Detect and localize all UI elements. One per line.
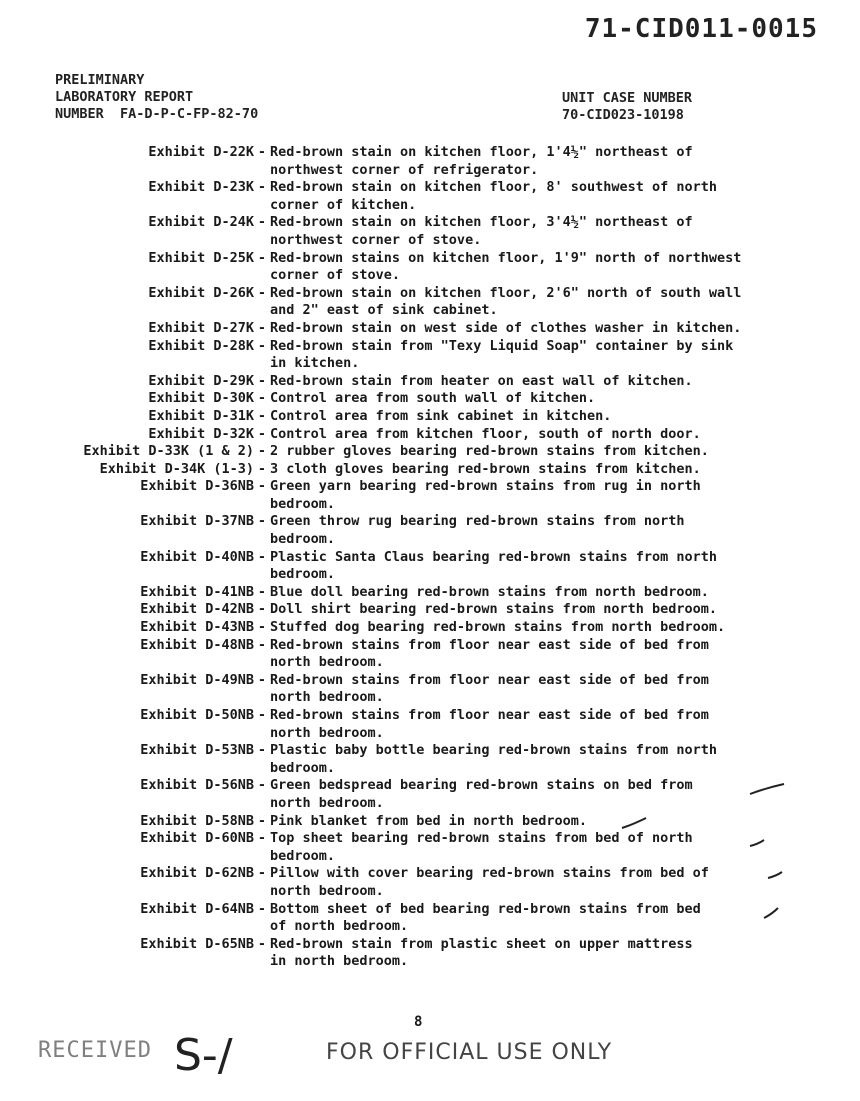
exhibit-dash: - [257,443,267,460]
exhibit-description: Control area from kitchen floor, south of north door. [270,425,701,442]
exhibit-description: Red-brown stain from plastic sheet on upper mattress in north bedroom. [270,935,693,970]
exhibit-dash: - [257,601,267,618]
exhibit-dash: - [257,812,267,829]
exhibit-description: Red-brown stains on kitchen floor, 1'9" north of northwest corner of stove. [270,249,742,284]
report-number-line: NUMBER FA-D-P-C-FP-82-70 [55,106,259,122]
exhibit-description: Top sheet bearing red-brown stains from bed of north bedroom. [270,830,693,864]
exhibit-label: Exhibit D-65NB [140,935,254,952]
exhibit-row [50,584,840,602]
exhibit-label: Exhibit D-34K (1-3) [99,460,254,477]
report-header-right [562,90,692,124]
exhibit-row [50,637,840,672]
exhibit-dash: - [257,214,267,231]
check-mark-icon [766,868,786,882]
exhibit-row [50,742,840,777]
exhibit-description: Red-brown stain from "Texy Liquid Soap" container by sink in kitchen. [270,337,734,372]
exhibit-dash: - [257,583,267,600]
exhibit-description: Plastic baby bottle bearing red-brown stains from north bedroom. [270,742,718,776]
document-stamp-number: 71-CID011-0015 [584,14,818,44]
exhibit-description: Red-brown stain from heater on east wall of kitchen. [270,372,693,389]
exhibit-dash: - [257,900,267,917]
exhibit-label: Exhibit D-22K [148,144,254,160]
exhibit-description: Green bedspread bearing red-brown stains on bed from north bedroom. [270,777,693,811]
exhibit-row [50,830,840,865]
exhibit-row [50,478,840,513]
page-number: 8 [414,1014,423,1030]
exhibit-dash: - [257,619,267,636]
exhibit-description: Green yarn bearing red-brown stains from rug in north bedroom. [270,478,701,512]
exhibit-row [50,320,840,338]
exhibit-dash: - [257,249,267,266]
exhibit-label: Exhibit D-23K [148,179,254,196]
exhibit-row [50,707,840,742]
exhibit-row [50,672,840,707]
exhibit-description: Doll shirt bearing red-brown stains from north bedroom. [270,601,718,618]
official-use-stamp: FOR OFFICIAL USE ONLY [326,1040,613,1065]
received-stamp: RECEIVED [38,1038,152,1063]
exhibit-dash: - [257,865,267,882]
exhibit-dash: - [257,707,267,723]
exhibit-row [50,426,840,444]
exhibit-dash: - [257,390,267,407]
exhibit-label: Exhibit D-53NB [140,742,254,759]
exhibit-row [50,619,840,637]
exhibit-description: Plastic Santa Claus bearing red-brown stains from north bedroom. [270,548,718,583]
exhibit-row [50,285,840,320]
exhibit-label: Exhibit D-26K [148,284,254,301]
exhibit-dash: - [257,548,267,565]
exhibit-label: Exhibit D-25K [148,249,254,266]
exhibit-row [50,461,840,479]
exhibit-label: Exhibit D-49NB [140,671,254,688]
exhibit-dash: - [257,777,267,794]
exhibit-description: Blue doll bearing red-brown stains from north bedroom. [270,583,709,600]
exhibit-dash: - [257,830,267,847]
exhibit-label: Exhibit D-41NB [140,583,254,600]
exhibit-dash: - [257,460,267,477]
exhibit-label: Exhibit D-30K [148,390,254,407]
exhibit-description: Pink blanket from bed in north bedroom. [270,812,587,829]
exhibit-label: Exhibit D-48NB [140,636,254,653]
exhibit-description: 2 rubber gloves bearing red-brown stains from kitchen. [270,443,709,460]
exhibit-description: Red-brown stains from floor near east side of bed from north bedroom. [270,636,709,671]
exhibit-row [50,513,840,548]
exhibit-label: Exhibit D-56NB [140,777,254,794]
exhibit-label: Exhibit D-40NB [140,548,254,565]
exhibit-dash: - [257,742,267,759]
exhibit-description: Red-brown stain on kitchen floor, 1'4½" northeast of northwest corner of refrigerator. [270,144,693,178]
exhibit-label: Exhibit D-27K [148,319,254,336]
exhibit-description: Stuffed dog bearing red-brown stains from north bedroom. [270,619,726,636]
exhibit-label: Exhibit D-31K [148,407,254,424]
exhibit-row [50,408,840,426]
exhibit-label: Exhibit D-24K [148,214,254,231]
exhibit-dash: - [257,935,267,952]
exhibit-label: Exhibit D-37NB [140,513,254,530]
exhibit-label: Exhibit D-28K [148,337,254,354]
exhibit-label: Exhibit D-62NB [140,865,254,882]
exhibit-row [50,601,840,619]
exhibit-description: Red-brown stains from floor near east side of bed from north bedroom. [270,671,709,706]
exhibit-dash: - [257,144,267,160]
exhibit-description: Control area from sink cabinet in kitchen. [270,407,612,424]
exhibit-row [50,250,840,285]
exhibit-dash: - [257,478,267,495]
exhibit-description: Red-brown stain on kitchen floor, 3'4½" northeast of northwest corner of stove. [270,214,693,248]
exhibit-description: Bottom sheet of bed bearing red-brown stains from bed of north bedroom. [270,900,701,935]
exhibit-description: Red-brown stains from floor near east side of bed from north bedroom. [270,707,709,741]
exhibit-dash: - [257,337,267,354]
exhibit-row [50,214,840,249]
exhibit-description: Control area from south wall of kitchen. [270,390,596,407]
unit-case-label: UNIT CASE NUMBER [562,90,693,106]
exhibit-row [50,777,840,812]
exhibit-dash: - [257,319,267,336]
exhibit-row [50,390,840,408]
exhibit-row [50,865,840,900]
exhibit-dash: - [257,671,267,688]
exhibit-dash: - [257,425,267,442]
exhibit-label: Exhibit D-42NB [140,601,254,618]
check-mark-icon [620,816,650,832]
exhibit-row [50,373,840,391]
exhibit-list [50,144,840,971]
exhibit-description: Green throw rug bearing red-brown stains from north bedroom. [270,513,685,548]
exhibit-row [50,549,840,584]
report-header-left [55,72,258,123]
exhibit-label: Exhibit D-64NB [140,900,254,917]
handwritten-mark: S-/ [174,1030,233,1081]
exhibit-row [50,901,840,936]
exhibit-description: Red-brown stain on west side of clothes washer in kitchen. [270,319,742,336]
exhibit-row [50,813,840,831]
report-title-line: PRELIMINARY [55,72,145,88]
unit-case-number: 70-CID023-10198 [562,107,684,123]
exhibit-row [50,179,840,214]
exhibit-label: Exhibit D-32K [148,425,254,442]
exhibit-label: Exhibit D-33K (1 & 2) [83,443,254,460]
check-mark-icon [762,904,782,922]
exhibit-dash: - [257,179,267,196]
exhibit-label: Exhibit D-29K [148,372,254,389]
exhibit-dash: - [257,513,267,530]
exhibit-label: Exhibit D-43NB [140,619,254,636]
exhibit-dash: - [257,372,267,389]
exhibit-label: Exhibit D-60NB [140,830,254,847]
exhibit-description: Pillow with cover bearing red-brown stains from bed of north bedroom. [270,865,709,899]
exhibit-row [50,443,840,461]
exhibit-dash: - [257,284,267,301]
exhibit-row [50,144,840,179]
exhibit-label: Exhibit D-58NB [140,812,254,829]
exhibit-row [50,338,840,373]
exhibit-label: Exhibit D-50NB [140,707,254,723]
exhibit-label: Exhibit D-36NB [140,478,254,495]
exhibit-description: Red-brown stain on kitchen floor, 2'6" north of south wall and 2" east of sink cabinet. [270,284,742,319]
check-mark-icon [748,836,768,850]
exhibit-dash: - [257,636,267,653]
exhibit-row [50,936,840,971]
exhibit-description: 3 cloth gloves bearing red-brown stains from kitchen. [270,460,701,477]
exhibit-description: Red-brown stain on kitchen floor, 8' southwest of north corner of kitchen. [270,179,718,213]
check-mark-icon [748,782,788,798]
exhibit-dash: - [257,407,267,424]
report-subtitle-line: LABORATORY REPORT [55,89,194,105]
